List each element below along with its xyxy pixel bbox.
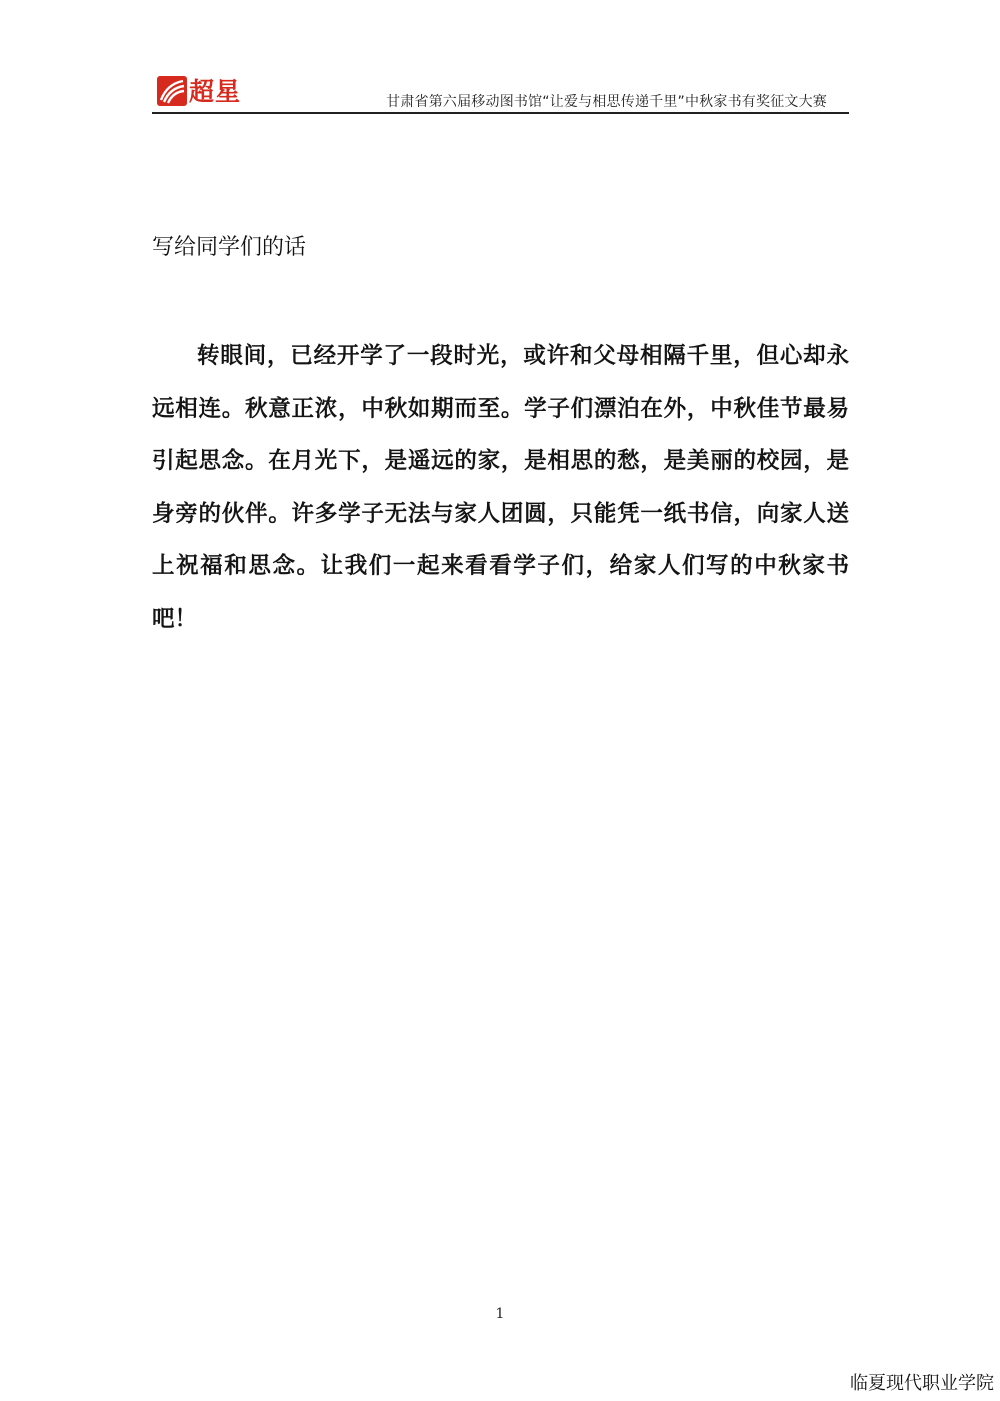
header-title: 甘肃省第六届移动图书馆“让爱与相思传递千里”中秋家书有奖征文大赛 (386, 94, 827, 110)
logo-text: 超星 (189, 77, 242, 106)
page-header (152, 70, 849, 114)
logo-mark-icon (157, 76, 187, 106)
chaoxing-logo (157, 74, 242, 108)
document-title: 写给同学们的话 (152, 235, 307, 260)
page-number: 1 (495, 1306, 505, 1322)
body-paragraph: 转眼间，已经开学了一段时光，或许和父母相隔千里，但心却永远相连。秋意正浓，中秋如期而至。学子们漂泊在外，中秋佳节最易引起思念。在月光下，是遥远的家，是相思的愁，是美丽的校园，是身旁的伙伴。许多学子无法与家人团圆，只能凭一纸书信，向家人送上祝福和思念。让我们一起来看看学子们，给家人们写的中秋家书吧！ (152, 343, 849, 632)
watermark-text: 临夏现代职业学院 (850, 1373, 994, 1394)
